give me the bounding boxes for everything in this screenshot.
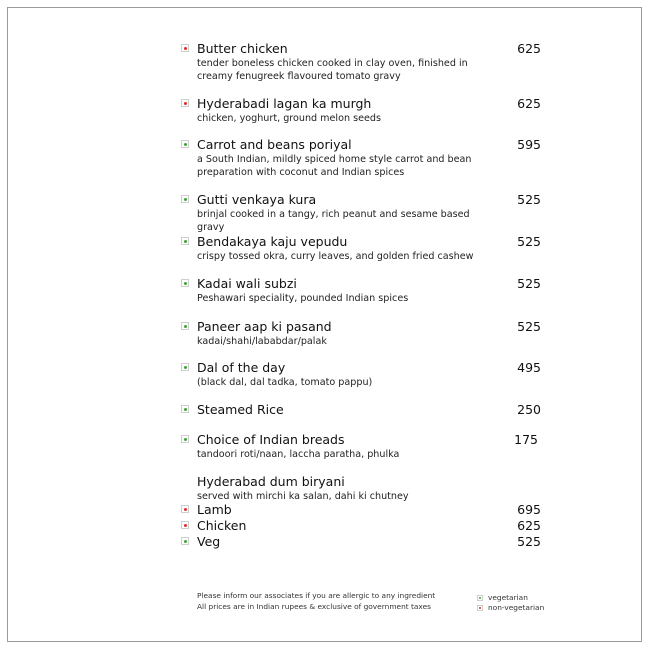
dish-price: 525 bbox=[517, 319, 541, 334]
dish-name: Hyderabadi lagan ka murgh bbox=[197, 96, 372, 111]
veg-icon bbox=[181, 363, 189, 371]
veg-icon bbox=[181, 405, 189, 413]
section-description: served with mirchi ka salan, dahi ki chutney bbox=[197, 491, 409, 502]
section-title: Hyderabad dum biryani bbox=[197, 474, 345, 489]
dish-name: Gutti venkaya kura bbox=[197, 192, 317, 207]
option-price: 695 bbox=[517, 502, 541, 517]
dish-description: chicken, yoghurt, ground melon seeds bbox=[197, 113, 381, 124]
dish-name: Dal of the day bbox=[197, 360, 286, 375]
dish-name: Steamed Rice bbox=[197, 402, 284, 417]
non-veg-icon bbox=[181, 99, 189, 107]
dish-description: (black dal, dal tadka, tomato pappu) bbox=[197, 377, 373, 388]
option-name: Chicken bbox=[197, 518, 247, 533]
non-veg-icon bbox=[181, 521, 189, 529]
allergy-note: Please inform our associates if you are allergic to any ingredient bbox=[197, 591, 436, 600]
non-veg-icon bbox=[181, 44, 189, 52]
dish-description: tender boneless chicken cooked in clay oven, finished in creamy fenugreek flavoured tomato gravy bbox=[197, 58, 468, 82]
dish-price: 525 bbox=[517, 234, 541, 249]
dish-price: 175 bbox=[514, 432, 538, 447]
dish-description: tandoori roti/naan, laccha paratha, phulka bbox=[197, 449, 400, 460]
dish-name: Choice of Indian breads bbox=[197, 432, 345, 447]
veg-icon bbox=[181, 322, 189, 330]
dish-name: Butter chicken bbox=[197, 41, 288, 56]
option-name: Veg bbox=[197, 534, 221, 549]
option-price: 625 bbox=[517, 518, 541, 533]
veg-icon bbox=[181, 140, 189, 148]
option-name: Lamb bbox=[197, 502, 232, 517]
veg-icon bbox=[477, 595, 483, 601]
legend-non-vegetarian bbox=[477, 603, 544, 613]
non-veg-icon bbox=[477, 605, 483, 611]
dish-name: Bendakaya kaju vepudu bbox=[197, 234, 348, 249]
dish-name: Kadai wali subzi bbox=[197, 276, 297, 291]
dish-name: Paneer aap ki pasand bbox=[197, 319, 332, 334]
price-note: All prices are in Indian rupees & exclusive of government taxes bbox=[197, 602, 431, 611]
dish-name: Carrot and beans poriyal bbox=[197, 137, 352, 152]
dish-description: brinjal cooked in a tangy, rich peanut and sesame based gravy bbox=[197, 209, 470, 233]
dish-description: kadai/shahi/lababdar/palak bbox=[197, 336, 327, 347]
dish-price: 495 bbox=[517, 360, 541, 375]
legend-label: non-vegetarian bbox=[488, 603, 545, 612]
dish-price: 625 bbox=[517, 41, 541, 56]
veg-icon bbox=[181, 237, 189, 245]
legend-vegetarian bbox=[477, 593, 528, 603]
dish-price: 625 bbox=[517, 96, 541, 111]
dish-price: 250 bbox=[517, 402, 541, 417]
veg-icon bbox=[181, 435, 189, 443]
veg-icon bbox=[181, 279, 189, 287]
dish-description: crispy tossed okra, curry leaves, and golden fried cashew bbox=[197, 251, 474, 262]
option-price: 525 bbox=[517, 534, 541, 549]
veg-icon bbox=[181, 195, 189, 203]
dish-price: 525 bbox=[517, 276, 541, 291]
dish-description: Peshawari speciality, pounded Indian spices bbox=[197, 293, 409, 304]
veg-icon bbox=[181, 537, 189, 545]
dish-price: 595 bbox=[517, 137, 541, 152]
dish-price: 525 bbox=[517, 192, 541, 207]
non-veg-icon bbox=[181, 505, 189, 513]
dish-description: a South Indian, mildly spiced home style carrot and bean preparation with coconut and Indian spices bbox=[197, 154, 472, 178]
legend-label: vegetarian bbox=[488, 593, 528, 602]
